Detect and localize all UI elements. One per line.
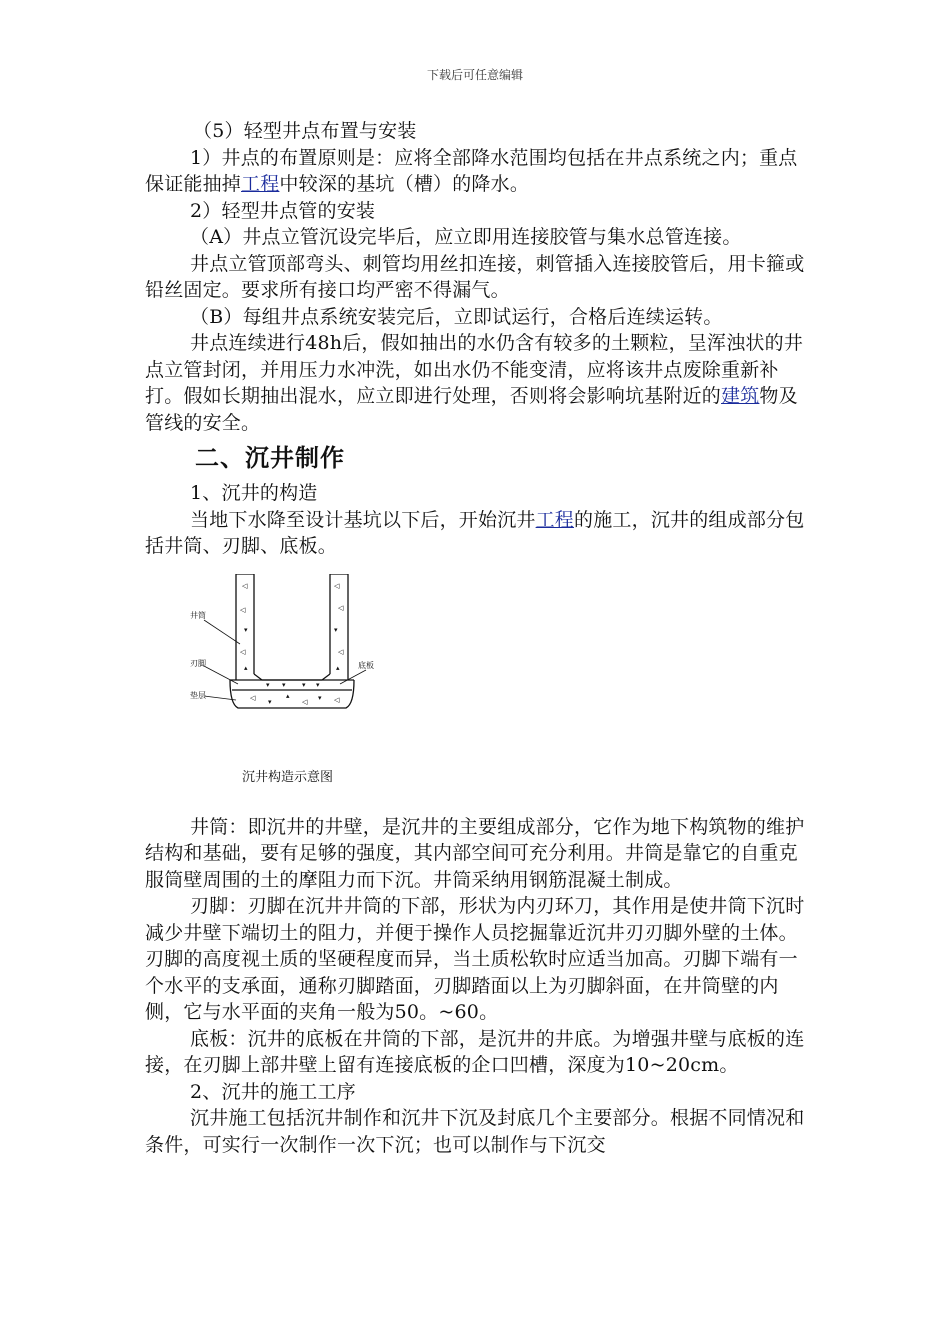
paragraph: 底板：沉井的底板在井筒的下部，是沉井的井底。为增强井壁与底板的连接，在刃脚上部井壁上留有连接底板的企口凹槽，深度为10~20cm。 [145, 1027, 805, 1076]
caisson-diagram [190, 574, 380, 724]
svg-text:▾: ▾ [268, 697, 272, 706]
link-building[interactable]: 建筑 [721, 385, 760, 407]
svg-text:◁: ◁ [240, 605, 246, 614]
paragraph: 井点立管顶部弯头、刺管均用丝扣连接，刺管插入连接胶管后，用卡箍或铅丝固定。要求所有接口均严密不得漏气。 [145, 252, 805, 301]
paragraph: （A）井点立管沉设完毕后，应立即用连接胶管与集水总管连接。 [190, 226, 742, 248]
paragraph: （B）每组井点系统安装完后，立即试运行，合格后连续运转。 [190, 305, 723, 328]
document-body [145, 118, 805, 1158]
svg-text:▴: ▴ [336, 663, 340, 672]
svg-text:▴: ▴ [244, 663, 248, 672]
paragraph: 1）井点的布置原则是：应将全部降水范围均包括在井点系统之内；重点保证能抽掉工程中较深的基坑（槽）的降水。 [145, 146, 798, 195]
svg-text:▴: ▴ [286, 691, 290, 700]
page-header: 下载后可任意编辑 [426, 68, 523, 82]
svg-text:▾: ▾ [334, 625, 338, 634]
figure-caption: 沉井构造示意图 [242, 769, 334, 785]
label-bottom: 底板 [358, 660, 374, 670]
svg-text:▾: ▾ [318, 693, 322, 702]
svg-text:▾: ▾ [266, 680, 270, 689]
paragraph: 2、沉井的施工工序 [190, 1080, 356, 1103]
svg-text:◁: ◁ [338, 603, 344, 612]
svg-text:▾: ▾ [244, 625, 248, 634]
svg-text:▾: ▾ [316, 680, 320, 689]
label-shaft: 井筒 [190, 610, 206, 620]
label-blade: 刃脚 [190, 658, 206, 668]
paragraph: 沉井施工包括沉井制作和沉井下沉及封底几个主要部分。根据不同情况和条件，可实行一次制作一次下沉；也可以制作与下沉交 [145, 1107, 805, 1156]
svg-text:◁: ◁ [250, 693, 256, 702]
link-engineering[interactable]: 工程 [535, 508, 575, 531]
svg-text:◁: ◁ [240, 647, 246, 656]
svg-text:◁: ◁ [334, 581, 340, 590]
svg-text:◁: ◁ [338, 647, 344, 656]
section-heading: 二、沉井制作 [195, 444, 345, 472]
svg-text:▾: ▾ [282, 680, 286, 689]
paragraph: 当地下水降至设计基坑以下后，开始沉井工程的施工，沉井的组成部分包括井筒、刃脚、底板。 [145, 508, 805, 557]
svg-text:◁: ◁ [334, 695, 340, 704]
paragraph: 井点连续进行48h后，假如抽出的水仍含有较多的土颗粒，呈浑浊状的井点立管封闭，并用压力水冲洗，如出水仍不能变清，应将该井点废除重新补打。假如长期抽出混水，应立即进行处理，否则将会影响坑基附近的建筑物及管线的安全。 [145, 332, 804, 434]
caisson-diagram-figure [145, 560, 805, 814]
link-engineering[interactable]: 工程 [241, 173, 280, 195]
svg-text:◁: ◁ [302, 697, 308, 706]
label-cushion: 垫层 [190, 690, 206, 700]
paragraph: 1、沉井的构造 [190, 482, 318, 504]
svg-text:▾: ▾ [302, 680, 306, 689]
paragraph: （5）轻型井点布置与安装 [193, 120, 417, 142]
svg-text:◁: ◁ [242, 581, 248, 590]
paragraph: 刃脚：刃脚在沉井井筒的下部，形状为内刃环刀，其作用是使井筒下沉时减少井壁下端切土的阻力，并便于操作人员挖掘靠近沉井刃刃脚外壁的土体。刃脚的高度视土质的坚硬程度而异，当土质松软时应适当加高。刃脚下端有一个水平的支承面，通称刃脚踏面，刃脚踏面以上为刃脚斜面，在井筒壁的内侧，它与水平面的夹角一般为50。~60。 [145, 895, 805, 1023]
paragraph: 2）轻型井点管的安装 [190, 199, 376, 222]
paragraph: 井筒：即沉井的井壁，是沉井的主要组成部分，它作为地下构筑物的维护结构和基础，要有足够的强度，其内部空间可充分利用。井筒是靠它的自重克服筒壁周围的土的摩阻力而下沉。井筒采纳用钢筋混凝土制成。 [145, 815, 805, 891]
